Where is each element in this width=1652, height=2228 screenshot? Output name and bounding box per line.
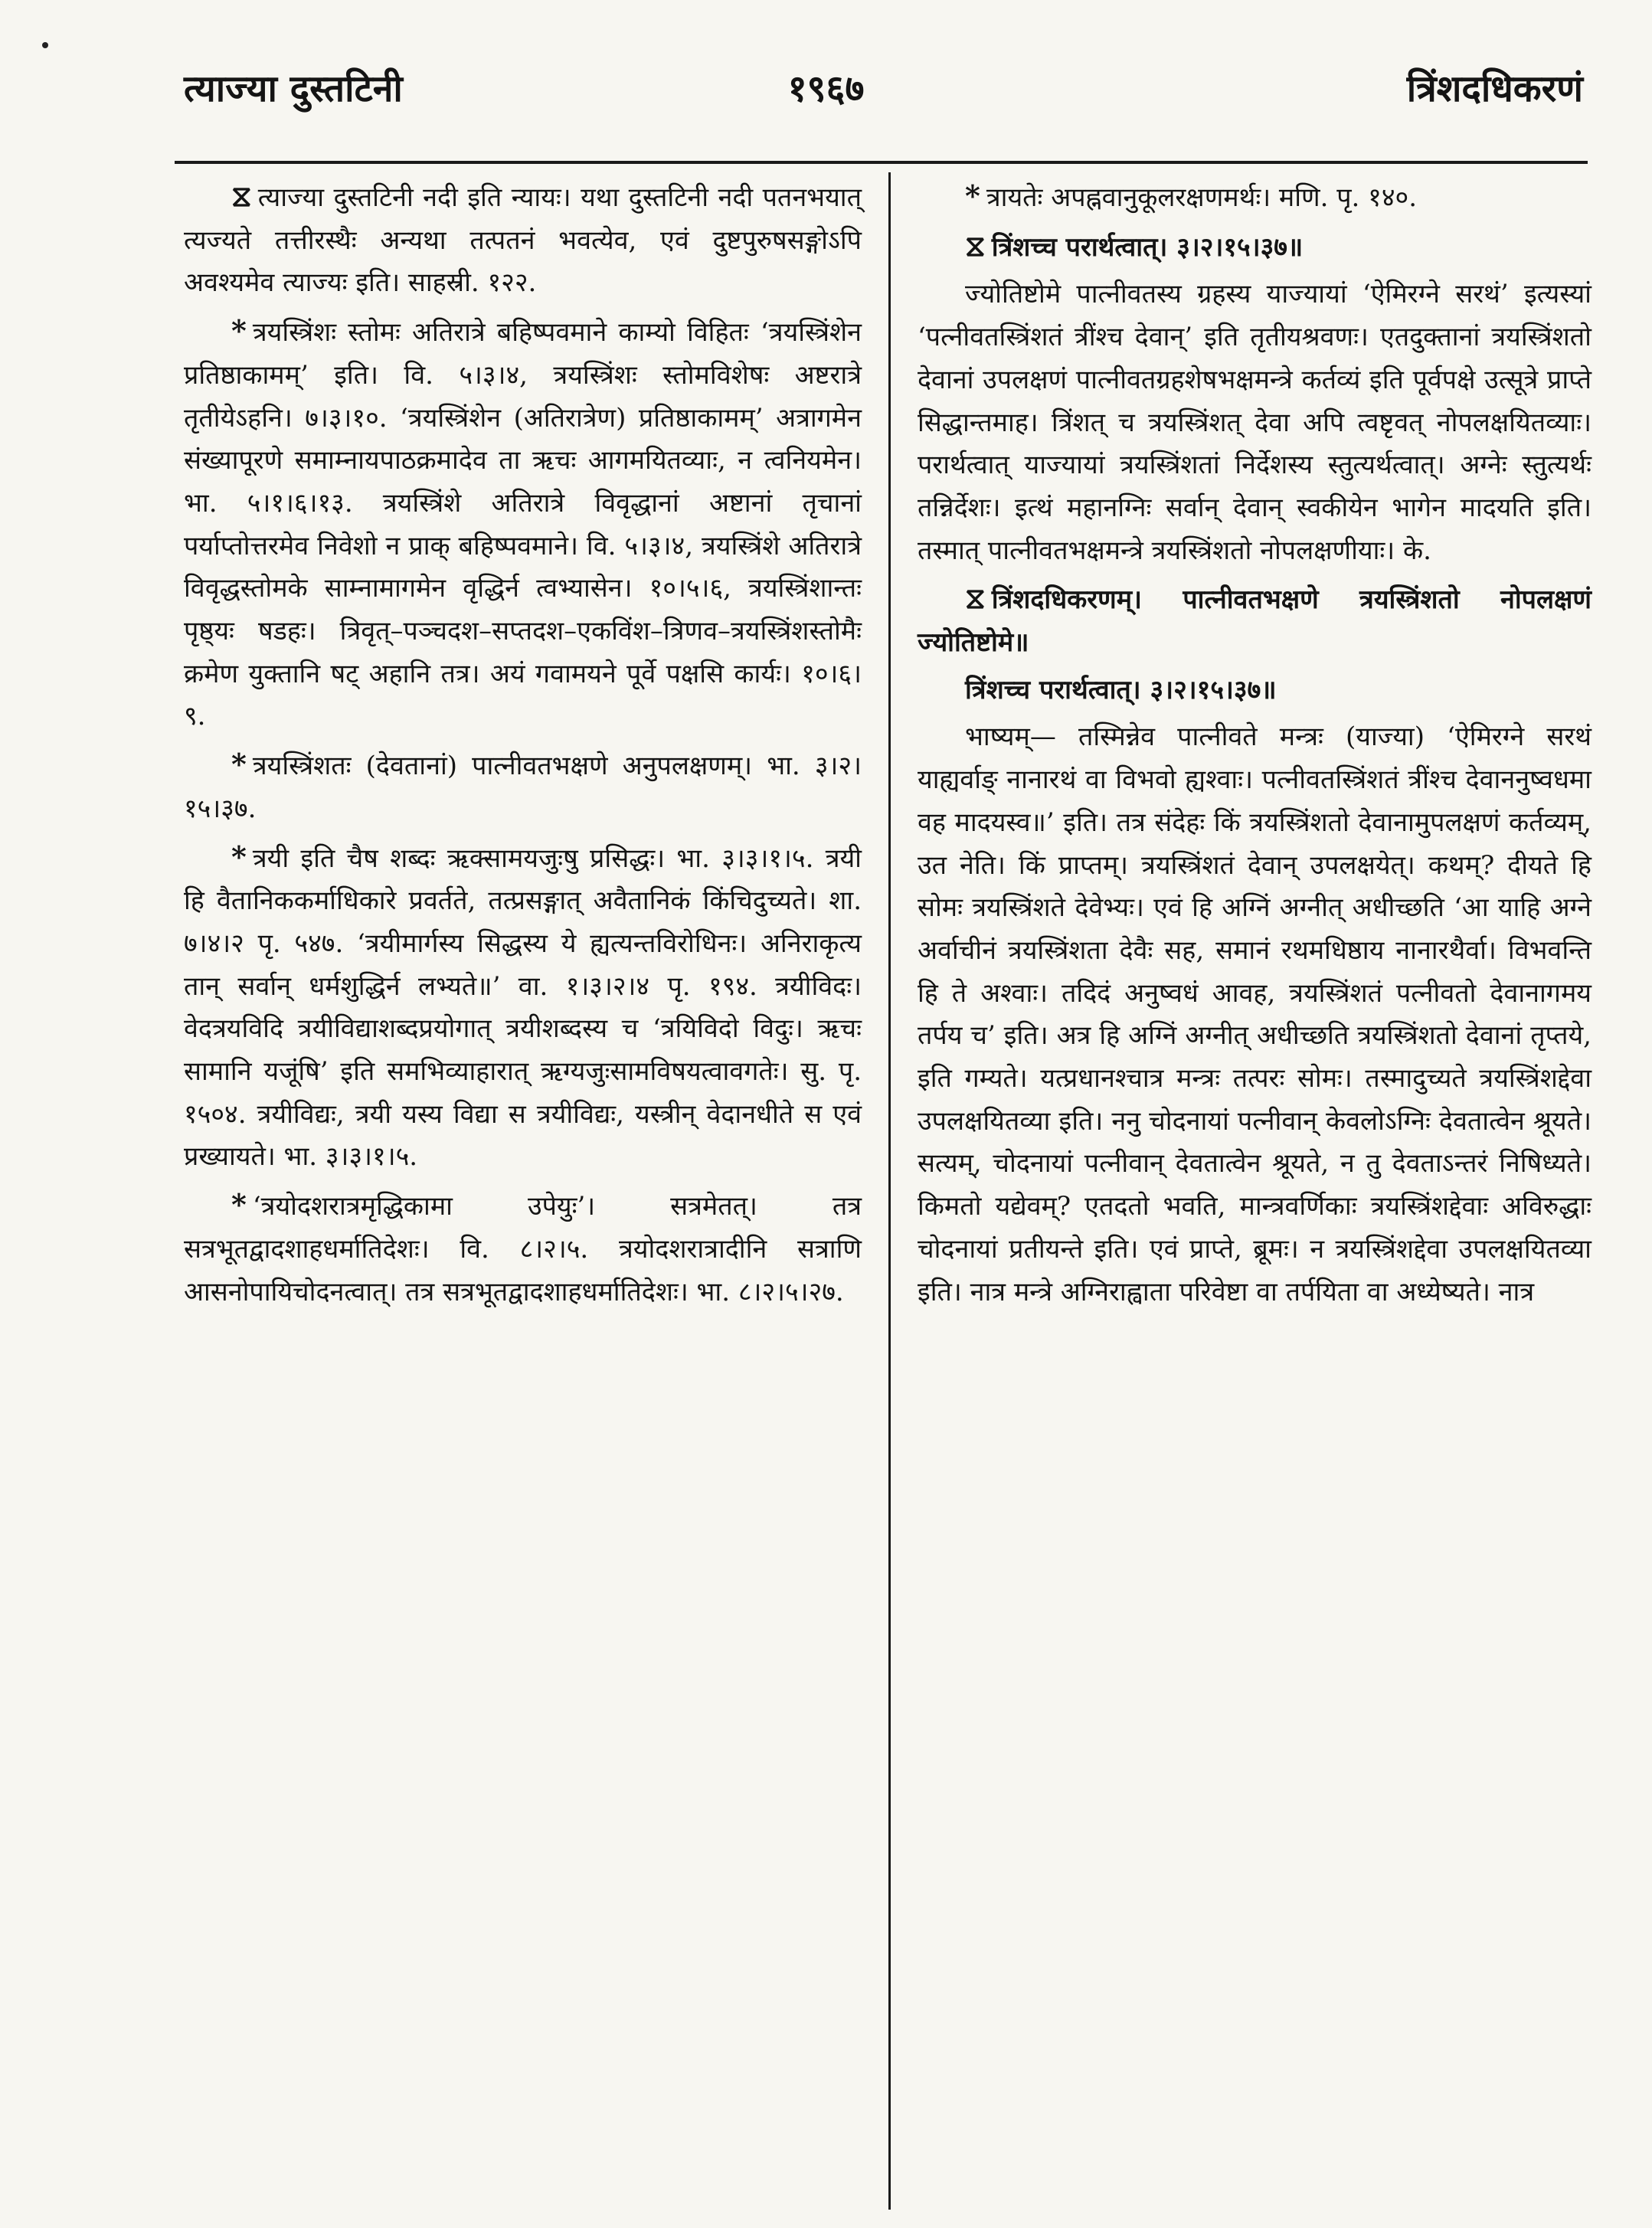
left-column — [184, 175, 862, 1318]
entry-trayastrimsha: * त्रयस्त्रिंशः स्तोमः अतिरात्रे बहिष्पवमाने काम्यो विहितः ‘त्रयस्त्रिंशेन प्रतिष्ठाकामम्’ इति। वि. ५।३।४, त्रयस्त्रिंशः स्तोमविशेषः अष्टरात्रे तृतीयेऽहनि। ७।३।१०. ‘त्रयस्त्रिंशेन (अतिरात्रेण) प्रतिष्ठाकामम्’ अत्रागमेन संख्यापूरणे समाम्नायपाठक्रमादेव ता ऋचः आगमयितव्याः, न त्वनियमेन। भा. ५।१।६।१३. त्रयस्त्रिंशे अतिरात्रे विवृद्धानां अष्टानां तृचानां पर्याप्तोत्तरमेव निवेशो न प्राक् बहिष्पवमाने। वि. ५।३।४, त्रयस्त्रिंशे अतिरात्रे विवृद्धस्तोमके साम्नामागमेन वृद्धिर्न त्वभ्यासेन। १०।५।६, त्रयस्त्रिंशान्तः पृष्ठ्यः षडहः। त्रिवृत्–पञ्चदश–सप्तदश–एकविंश–त्रिणव–त्रयस्त्रिंशस्तोमैः क्रमेण युक्तानि षट् अहानि तत्र। अयं गवामयने पूर्वे पक्षसि कार्यः। १०।६।९. — [184, 313, 862, 732]
asterisk-icon: * — [231, 747, 247, 782]
sutra-repeat: त्रिंशच्च परार्थत्वात्। ३।२।१५।३७॥ — [965, 674, 1277, 705]
sutra-heading: ⧖ त्रिंशच्च परार्थत्वात्। ३।२।१५।३७॥ — [965, 227, 1304, 263]
entry-trayastrimshatah: * त्रयस्त्रिंशतः (देवतानां) पात्नीवतभक्षणे अनुपलक्षणम्। भा. ३।२।१५।३७. — [184, 747, 862, 824]
page-number: १९६७ — [787, 67, 865, 110]
right-column — [918, 175, 1591, 1318]
adhikarana-title: ⧖ त्रिंशदधिकरणम्। पात्नीवतभक्षणे त्रयस्त्रिंशतो नोपलक्षणं ज्योतिष्टोमे॥ — [918, 581, 1591, 659]
entry-trayi: * त्रयी इति चैष शब्दः ऋक्सामयजुःषु प्रसिद्धः। भा. ३।३।१।५. त्रयी हि वैतानिककर्माधिकारे प्रवर्तते, तत्प्रसङ्गात् अवैतानिकं किंचिदुच्यते। शा. ७।४।२ पृ. ५४७. ‘त्रयीमार्गस्य सिद्धस्य ये ह्यत्यन्तविरोधिनः। अनिराकृत्य तान् सर्वान् धर्मशुद्धिर्न लभ्यते॥’ वा. १।३।२।४ पृ. १९४. त्रयीविदः। वेदत्रयविदि त्रयीविद्याशब्दप्रयोगात् त्रयीशब्दस्य च ‘त्रयिविदो विदुः। ऋचः सामानि यजूंषि’ इति समभिव्याहारात् ऋग्यजुःसामविषयत्वावगतेः। सु. पृ. १५०४. त्रयीविद्यः, त्रयी यस्य विद्या स त्रयीविद्यः, यस्त्रीन् वेदानधीते स एवं प्रख्यायते। भा. ३।३।१।५. — [184, 839, 862, 1173]
asterisk-icon: * — [231, 313, 247, 348]
header-rule — [175, 161, 1588, 164]
header-right-title: त्रिंशदधिकरणं — [1406, 67, 1583, 110]
entry-mark-icon: ⧖ — [231, 178, 252, 213]
entry-trayate: * त्रायतेः अपह्नवानुकूलरक्षणमर्थः। मणि. पृ. १४०. — [965, 178, 1417, 213]
asterisk-icon: * — [965, 178, 980, 213]
asterisk-icon: * — [231, 1187, 247, 1222]
entry-mark-icon: ⧖ — [965, 581, 986, 616]
column-divider — [888, 172, 891, 2210]
sutra-explanation: ज्योतिष्टोमे पात्नीवतस्य ग्रहस्य याज्यायां ‘ऐमिरग्ने सरथं’ इत्यस्यां ‘पत्नीवतस्त्रिंशतं त्रींश्च देवान्’ इति तृतीयश्रवणः। एतदुक्तानां त्रयस्त्रिंशतो देवानां उपलक्षणं पात्नीवतग्रहशेषभक्षमन्त्रे कर्तव्यं इति पूर्वपक्षे उत्सूत्रे प्राप्ते सिद्धान्तमाह। त्रिंशत् च त्रयस्त्रिंशत् देवा अपि त्वष्टृवत् नोपलक्षयितव्याः। परार्थत्वात् याज्यायां त्रयस्त्रिंशतां निर्देशस्य स्तुत्यर्थत्वात्। अग्नेः स्तुत्यर्थः तन्निर्देशः। इत्थं महानग्निः सर्वान् देवान् स्वकीयेन भागेन मादयति इति। तस्मात् पात्नीवतभक्षमन्त्रे त्रयस्त्रिंशतो नोपलक्षणीयाः। के. — [918, 279, 1591, 566]
asterisk-icon: * — [231, 839, 247, 874]
page-header — [0, 0, 1652, 146]
bhashyam-text: भाष्यम्— तस्मिन्नेव पात्नीवते मन्त्रः (याज्या) ‘ऐमिरग्ने सरथं याह्यर्वाङ् नानारथं वा विभवो ह्यश्वाः। पत्नीवतस्त्रिंशतं त्रींश्च देवाननुष्वधमा वह मादयस्व॥’ इति। तत्र संदेहः किं त्रयस्त्रिंशतो देवानामुपलक्षणं कर्तव्यम्, उत नेति। किं प्राप्तम्। त्रयस्त्रिंशतं देवान् उपलक्षयेत्। कथम्? दीयते हि सोमः त्रयस्त्रिंशते देवेभ्यः। एवं हि अग्निं अग्नीत् अधीच्छति ‘आ याहि अग्ने अर्वाचीनं त्रयस्त्रिंशता देवैः सह, समानं रथमधिष्ठाय नानारथैर्वा। विभवन्ति हि ते अश्वाः। तदिदं अनुष्वधं आवह, त्रयस्त्रिंशतं पत्नीवतो देवानागमय तर्पय च’ इति। अत्र हि अग्निं अग्नीत् अधीच्छति त्रयस्त्रिंशतो देवानां तृप्तये, इति गम्यते। यत्प्रधानश्चात्र मन्त्रः तत्परः सोमः। तस्मादुच्यते त्रयस्त्रिंशद्देवा उपलक्षयितव्या इति। ननु चोदनायां पत्नीवान् केवलोऽग्निः देवतात्वेन श्रूयते। सत्यम्, चोदनायां पत्नीवान् देवतात्वेन श्रूयते, न तु देवताऽन्तरं निषिध्यते। किमतो यद्येवम्? एतदतो भवति, मान्त्रवर्णिकाः त्रयस्त्रिंशद्देवाः अविरुद्धाः चोदनायां प्रतीयन्ते इति। एवं प्राप्ते, ब्रूमः। न त्रयस्त्रिंशद्देवा उपलक्षयितव्या इति। नात्र मन्त्रे अग्निराह्वाता परिवेष्टा वा तर्पयिता वा अध्येष्यते। नात्र — [918, 721, 1591, 1307]
scan-speck — [42, 42, 48, 48]
entry-mark-icon: ⧖ — [965, 227, 986, 263]
header-left-title: त्याज्या दुस्तटिनी — [184, 67, 403, 110]
entry-tyajya-dustatini: ⧖ त्याज्या दुस्तटिनी नदी इति न्यायः। यथा दुस्तटिनी नदी पतनभयात् त्यज्यते तत्तीरस्थैः अन्यथा तत्पतनं भवत्येव, एवं दुष्टपुरुषसङ्गोऽपि अवश्यमेव त्याज्यः इति। साहस्री. १२२. — [184, 178, 862, 299]
entry-trayodashratra: * ‘त्रयोदशरात्रमृद्धिकामा उपेयुः’। सत्रमेतत्। तत्र सत्रभूतद्वादशाहधर्मातिदेशः। वि. ८।२।५. त्रयोदशरात्रादीनि सत्राणि आसनोपायिचोदनत्वात्। तत्र सत्रभूतद्वादशाहधर्मातिदेशः। भा. ८।२।५।२७. — [184, 1187, 862, 1307]
